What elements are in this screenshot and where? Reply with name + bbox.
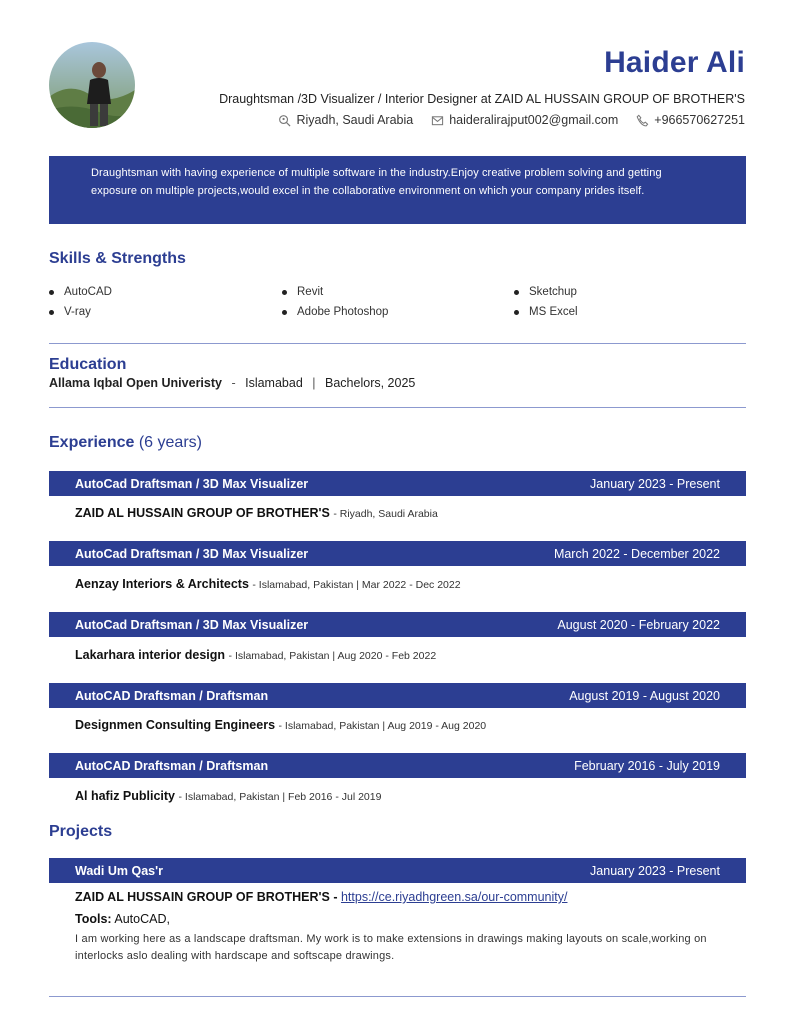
job-role: AutoCad Draftsman / 3D Max Visualizer <box>75 546 309 561</box>
contact-phone[interactable] <box>636 113 745 127</box>
skill-label: AutoCAD <box>64 286 112 298</box>
experience-bar <box>49 683 746 708</box>
bullet-icon <box>514 310 519 315</box>
job-dates: August 2020 - February 2022 <box>557 617 720 632</box>
skill-item <box>514 306 578 318</box>
job-company-line <box>75 648 436 662</box>
skill-item <box>282 286 323 298</box>
company-meta: - Islamabad, Pakistan | Aug 2019 - Aug 2020 <box>278 720 487 732</box>
company-meta: - Islamabad, Pakistan | Aug 2020 - Feb 2022 <box>228 650 437 662</box>
job-dates: February 2016 - July 2019 <box>574 758 720 773</box>
experience-bar <box>49 471 746 496</box>
profile-photo <box>49 42 135 128</box>
experience-bar <box>49 612 746 637</box>
skill-item <box>49 286 112 298</box>
experience-title <box>49 434 202 452</box>
bullet-icon <box>49 310 54 315</box>
separator: | <box>312 376 316 390</box>
skill-item <box>49 306 91 318</box>
company-name: ZAID AL HUSSAIN GROUP OF BROTHER'S <box>75 890 330 904</box>
email-text[interactable]: haideralirajput002@gmail.com <box>449 113 619 127</box>
project-tools <box>75 912 170 926</box>
projects-title: Projects <box>49 823 113 840</box>
phone-text[interactable]: +966570627251 <box>654 113 745 127</box>
company-meta: - Islamabad, Pakistan | Mar 2022 - Dec 2022 <box>252 579 461 591</box>
contact-row <box>278 113 745 127</box>
job-role: AutoCAD Draftsman / Draftsman <box>75 688 269 703</box>
job-role: AutoCad Draftsman / 3D Max Visualizer <box>75 476 309 491</box>
mail-icon <box>431 114 444 127</box>
company-name: Lakarhara interior design <box>75 648 226 662</box>
separator: - <box>231 376 236 390</box>
skill-label: MS Excel <box>529 306 578 318</box>
tools-value: AutoCAD, <box>114 912 170 926</box>
bullet-icon <box>282 310 287 315</box>
skill-label: V-ray <box>64 306 91 318</box>
tools-label: Tools: <box>75 912 112 926</box>
experience-years: (6 years) <box>138 434 202 451</box>
location-text: Riyadh, Saudi Arabia <box>296 113 414 127</box>
job-company-line <box>75 718 486 732</box>
job-dates: January 2023 - Present <box>590 476 720 491</box>
school-name: Allama Iqbal Open Univeristy <box>49 376 222 390</box>
divider <box>49 996 746 997</box>
project-company-line <box>75 890 567 904</box>
job-company-line <box>75 789 381 803</box>
candidate-name: Haider Ali <box>604 46 745 79</box>
project-bar <box>49 858 746 883</box>
education-entry <box>49 376 415 390</box>
job-role: AutoCad Draftsman / 3D Max Visualizer <box>75 617 309 632</box>
bullet-icon <box>49 290 54 295</box>
experience-bar <box>49 541 746 566</box>
company-name: ZAID AL HUSSAIN GROUP OF BROTHER'S <box>75 506 330 520</box>
company-name: Al hafiz Publicity <box>75 789 176 803</box>
education-degree: Bachelors, 2025 <box>325 376 416 390</box>
skill-label: Adobe Photoshop <box>297 306 389 318</box>
education-title: Education <box>49 356 127 373</box>
contact-location <box>278 113 413 127</box>
headline: Draughtsman /3D Visualizer / Interior Designer at ZAID AL HUSSAIN GROUP OF BROTHER'S <box>219 92 745 106</box>
skill-item <box>282 306 388 318</box>
project-description: I am working here as a landscape draftsman. My work is to make extensions in drawings making layouts on scale,working on interlocks aslo dealing with hardscape and softscape drawings. <box>75 933 707 962</box>
job-dates: August 2019 - August 2020 <box>569 688 720 703</box>
company-name: Aenzay Interiors & Architects <box>75 577 249 591</box>
skill-item <box>514 286 577 298</box>
bullet-icon <box>514 290 519 295</box>
job-company-line <box>75 506 438 520</box>
summary-box: Draughtsman with having experience of multiple software in the industry.Enjoy creative problem solving and getting exposure on multiple projects,would excel in the collaborative environment on which your company prides itself. <box>49 156 746 224</box>
company-meta: - Islamabad, Pakistan | Feb 2016 - Jul 2019 <box>178 791 382 803</box>
divider <box>49 343 746 344</box>
experience-title-text: Experience <box>49 434 135 451</box>
project-link[interactable]: https://ce.riyadhgreen.sa/our-community/ <box>340 890 568 904</box>
divider <box>49 407 746 408</box>
search-location-icon <box>278 114 291 127</box>
bullet-icon <box>282 290 287 295</box>
experience-bar <box>49 753 746 778</box>
job-dates: March 2022 - December 2022 <box>553 546 720 561</box>
separator: - <box>333 890 338 904</box>
project-name: Wadi Um Qas'r <box>75 863 163 878</box>
education-city: Islamabad <box>245 376 303 390</box>
skills-title: Skills & Strengths <box>49 250 186 267</box>
job-company-line <box>75 577 461 591</box>
skill-label: Revit <box>297 286 324 298</box>
phone-icon <box>636 114 649 127</box>
job-role: AutoCAD Draftsman / Draftsman <box>75 758 269 773</box>
company-meta: - Riyadh, Saudi Arabia <box>333 508 438 520</box>
project-dates: January 2023 - Present <box>590 863 720 878</box>
contact-email[interactable] <box>431 113 618 127</box>
company-name: Designmen Consulting Engineers <box>75 718 276 732</box>
skill-label: Sketchup <box>529 286 577 298</box>
